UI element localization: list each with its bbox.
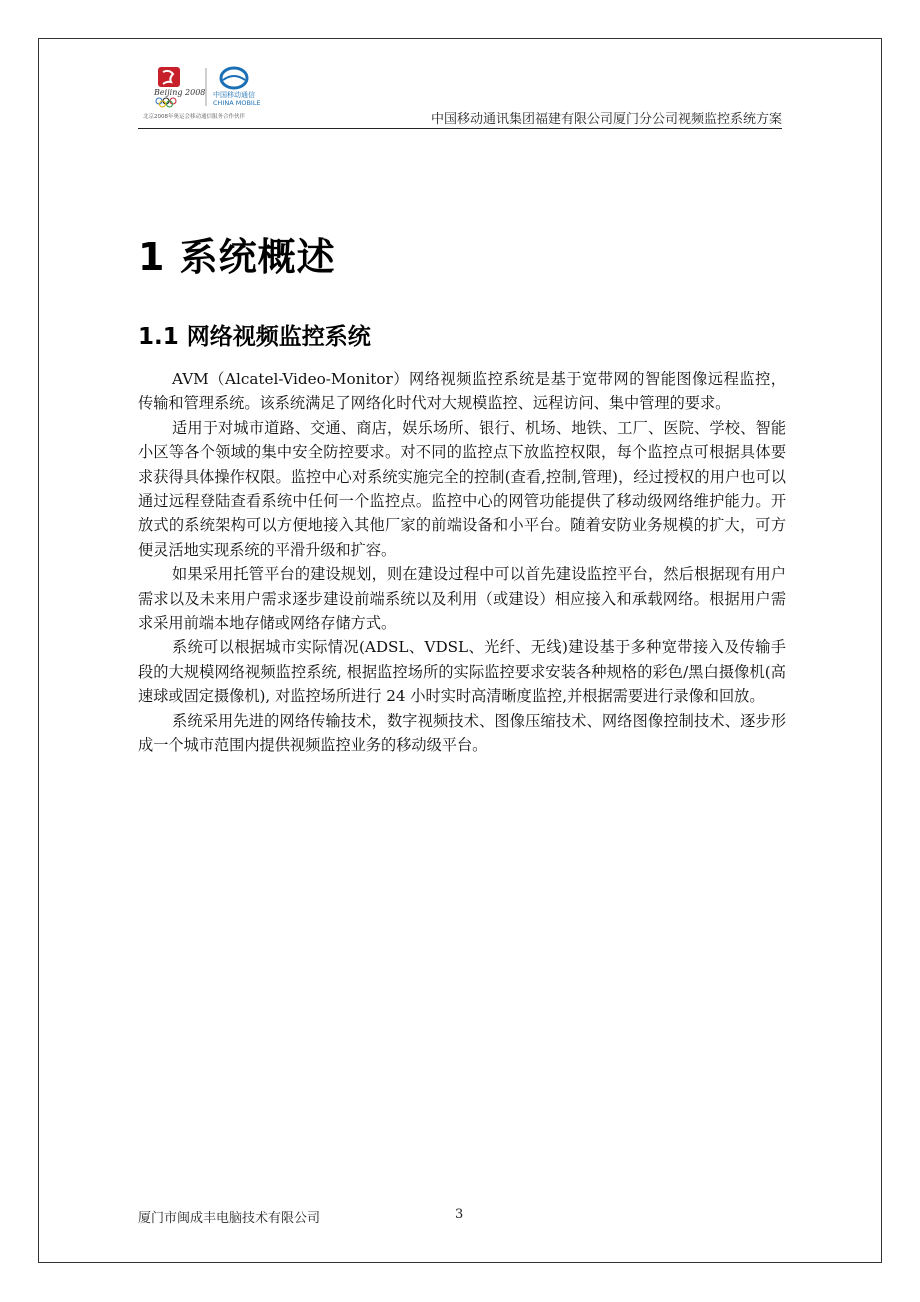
page-number: 3	[455, 1207, 464, 1222]
china-mobile-en-label: CHINA MOBILE	[213, 99, 261, 107]
china-mobile-cn-label: 中国移动通信	[213, 91, 255, 99]
china-mobile-logo	[213, 68, 261, 107]
chapter-heading: 1 系统概述	[138, 235, 336, 279]
header-logos	[138, 62, 283, 124]
beijing-2008-logo	[153, 67, 205, 107]
paragraph: 系统可以根据城市实际情况(ADSL、VDSL、光纤、无线)建设基于多种宽带接入及传输手段的大规模网络视频监控系统, 根据监控场所的实际监控要求安装各种规格的彩色/黑白摄像机(高速球或固定摄像机), 对监控场所进行 24 小时实时高清晰度监控,并根据需要进行录像和回放。	[138, 638, 786, 706]
header-document-title: 中国移动通讯集团福建有限公司厦门分公司视频监控系统方案	[430, 112, 782, 127]
header-divider	[138, 128, 782, 129]
page-header	[138, 62, 782, 130]
beijing-2008-wordmark: Beijing 2008	[154, 88, 206, 97]
paragraph: 系统采用先进的网络传输技术，数字视频技术、图像压缩技术、网络图像控制技术、逐步形成一个城市范围内提供视频监控业务的移动级平台。	[138, 711, 786, 755]
paragraph: AVM（Alcatel-Video-Monitor）网络视频监控系统是基于宽带网的智能图像远程监控，传输和管理系统。该系统满足了网络化时代对大规模监控、远程访问、集中管理的要求。	[138, 370, 786, 413]
paragraph: 如果采用托管平台的建设规划，则在建设过程中可以首先建设监控平台，然后根据现有用户需求以及未来用户需求逐步建设前端系统以及利用（或建设）相应接入和承载网络。根据用户需求采用前端本地存储或网络存储方式。	[138, 565, 786, 633]
section-heading: 1.1 网络视频监控系统	[138, 324, 371, 350]
footer-company: 厦门市闽成丰电脑技术有限公司	[138, 1211, 321, 1226]
olympic-partner-caption: 北京2008年奥运会移动通信服务合作伙伴	[143, 114, 245, 120]
paragraph: 适用于对城市道路、交通、商店，娱乐场所、银行、机场、地铁、工厂、医院、学校、智能小区等各个领域的集中安全防控要求。对不同的监控点下放监控权限，每个监控点可根据具体要求获得具体操作权限。监控中心对系统实施完全的控制(查看,控制,管理)，经过授权的用户也可以通过远程登陆查看系统中任何一个监控点。监控中心的网管功能提供了移动级网络维护能力。开放式的系统架构可以方便地接入其他厂家的前端设备和小平台。随着安防业务规模的扩大，可方便灵活地实现系统的平滑升级和扩容。	[138, 418, 786, 559]
body-text	[138, 367, 786, 758]
